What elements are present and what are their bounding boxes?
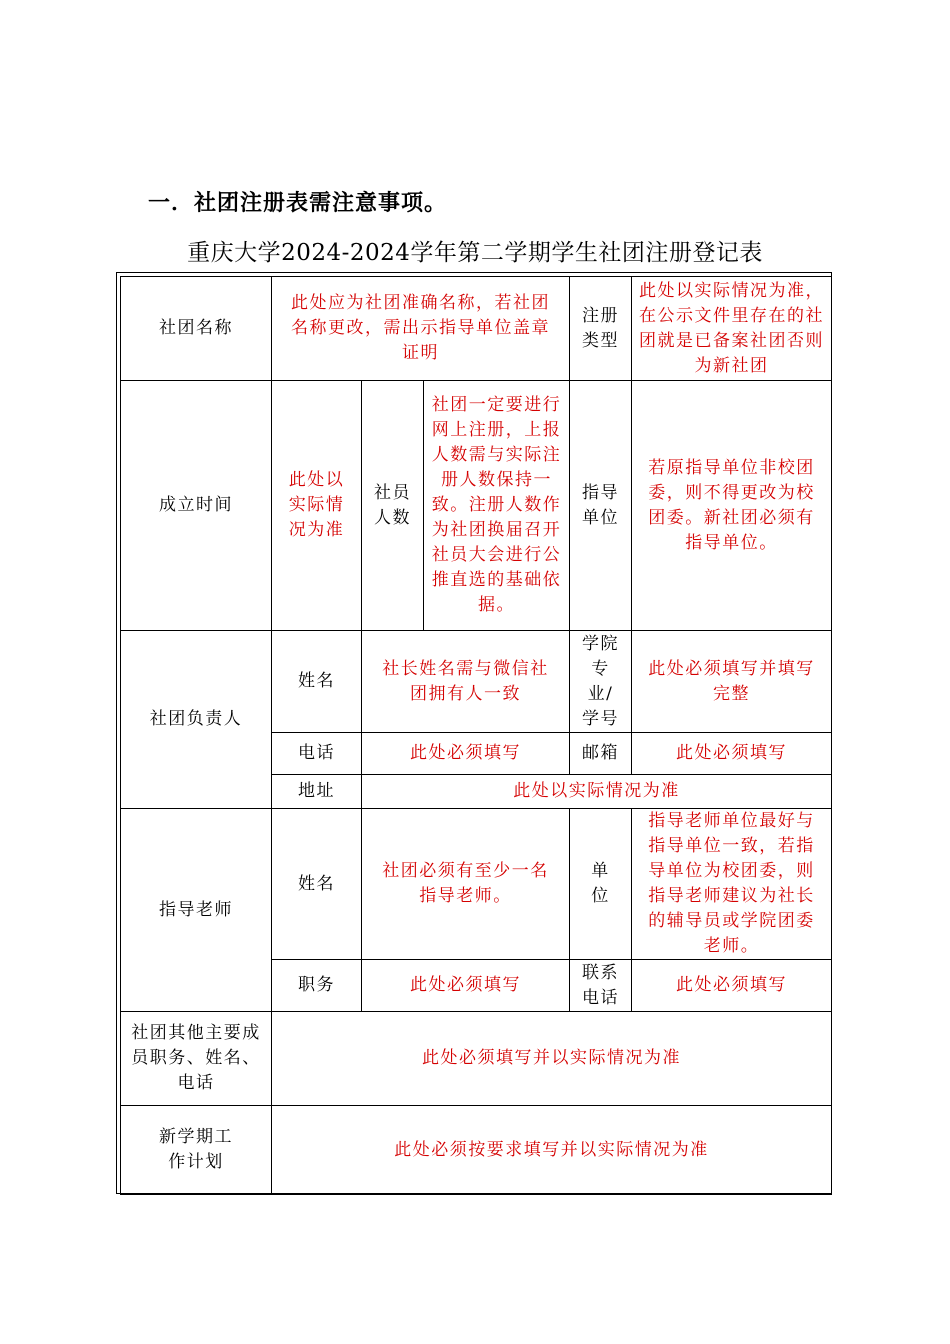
- table-row: [121, 277, 832, 381]
- advisor-unit-label: 单位: [570, 809, 632, 960]
- email-note: 此处必须填写: [632, 733, 832, 775]
- work-plan-label: 新学期工作计划: [121, 1106, 272, 1195]
- phone-note: 此处必须填写: [362, 733, 570, 775]
- email-label: 邮箱: [570, 733, 632, 775]
- registration-table: [120, 276, 832, 1195]
- advisor-unit-note: 指导老师单位最好与指导单位一致，若指导单位为校团委，则指导老师建议为社长的辅导员或学院团委老师。: [632, 809, 832, 960]
- table-row: [121, 381, 832, 631]
- address-note: 此处以实际情况为准: [362, 775, 832, 809]
- phone-label: 电话: [272, 733, 362, 775]
- leader-name-label: 姓名: [272, 631, 362, 733]
- leader-name-note: 社长姓名需与微信社团拥有人一致: [362, 631, 570, 733]
- form-title: 重庆大学2024-2024学年第二学期学生社团注册登记表: [187, 240, 763, 266]
- advisor-label: 指导老师: [121, 809, 272, 1012]
- contact-label: 联系电话: [570, 960, 632, 1012]
- club-name-note: 此处应为社团准确名称，若社团名称更改，需出示指导单位盖章证明: [272, 277, 570, 381]
- position-note: 此处必须填写: [362, 960, 570, 1012]
- members-count-label: 社员人数: [362, 381, 424, 631]
- contact-note: 此处必须填写: [632, 960, 832, 1012]
- advisor-name-note: 社团必须有至少一名指导老师。: [362, 809, 570, 960]
- table-row: [121, 631, 832, 733]
- college-note: 此处必须填写并填写完整: [632, 631, 832, 733]
- other-members-label: 社团其他主要成员职务、姓名、电话: [121, 1012, 272, 1106]
- reg-type-label: 注册类型: [570, 277, 632, 381]
- club-name-label: 社团名称: [121, 277, 272, 381]
- other-members-note: 此处必须填写并以实际情况为准: [272, 1012, 832, 1106]
- college-label: 学院专业/学号: [570, 631, 632, 733]
- address-label: 地址: [272, 775, 362, 809]
- table-row: [121, 1106, 832, 1195]
- reg-type-note: 此处以实际情况为准，在公示文件里存在的社团就是已备案社团否则为新社团: [632, 277, 832, 381]
- position-label: 职务: [272, 960, 362, 1012]
- table-row: [121, 1012, 832, 1106]
- guide-unit-note: 若原指导单位非校团委，则不得更改为校团委。新社团必须有指导单位。: [632, 381, 832, 631]
- advisor-name-label: 姓名: [272, 809, 362, 960]
- table-row: [121, 809, 832, 960]
- founded-label: 成立时间: [121, 381, 272, 631]
- work-plan-note: 此处必须按要求填写并以实际情况为准: [272, 1106, 832, 1195]
- section-heading: 一．社团注册表需注意事项。: [148, 191, 448, 216]
- founded-note: 此处以实际情况为准: [272, 381, 362, 631]
- guide-unit-label: 指导单位: [570, 381, 632, 631]
- members-count-note: 社团一定要进行网上注册，上报人数需与实际注册人数保持一致。注册人数作为社团换届召开社员大会进行公推直选的基础依据。: [424, 381, 570, 631]
- leader-label: 社团负责人: [121, 631, 272, 809]
